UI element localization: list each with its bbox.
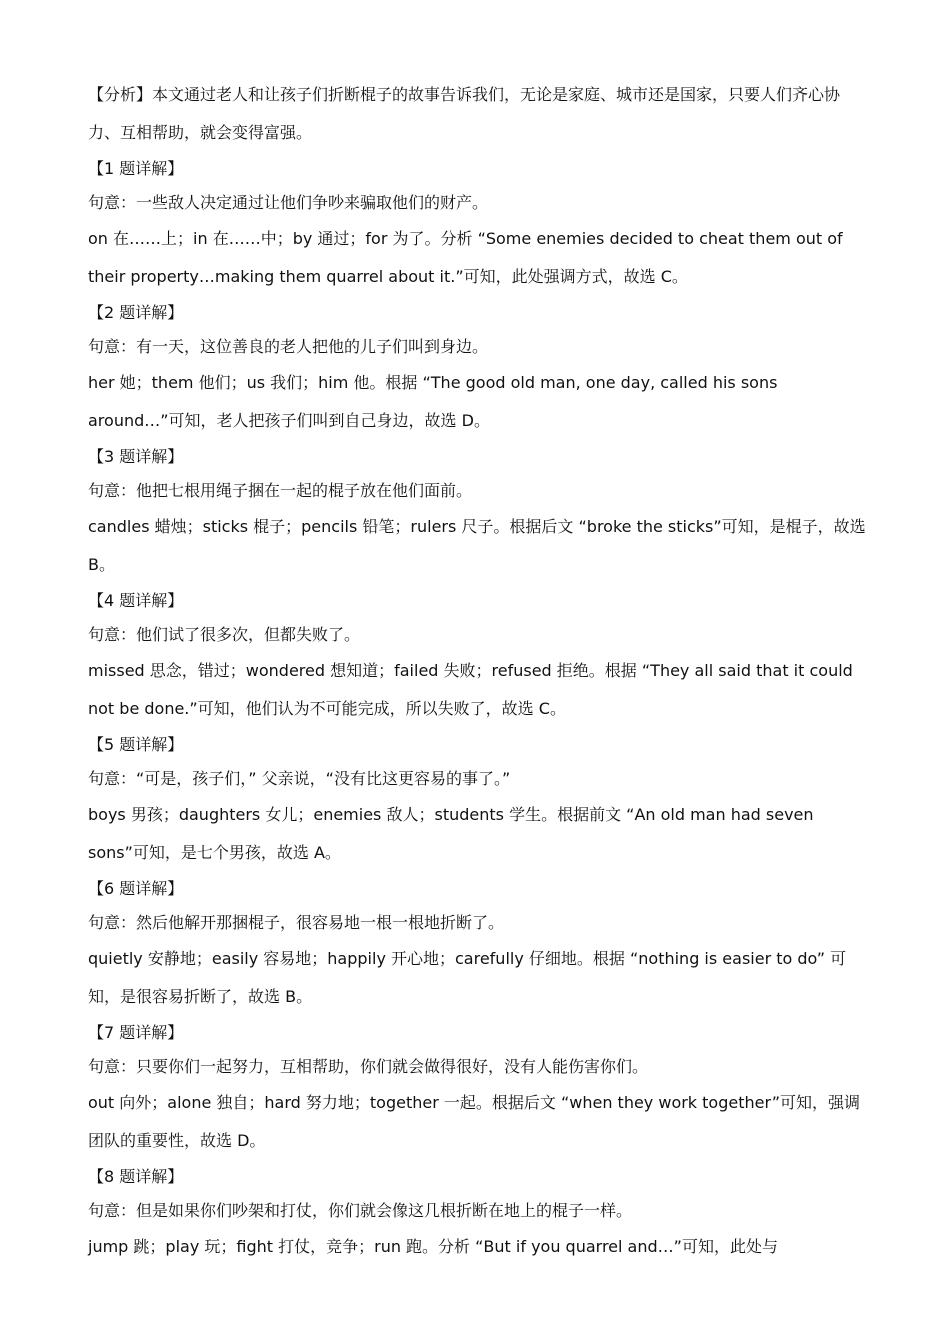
explanation-paragraph: missed 思念，错过；wondered 想知道；failed 失败；refused 拒绝。根据 “They all said that it could not be done.”可知，他们认为不可能完成，所以失败了，故选 C。 — [88, 661, 853, 718]
explanation-paragraph: candles 蜡烛；sticks 棍子；pencils 铅笔；rulers 尺子。根据后文 “broke the sticks”可知，是棍子，故选 B。 — [88, 517, 866, 574]
sentence-meaning: 句意：他们试了很多次，但都失败了。 — [88, 625, 361, 644]
question-heading: 【4 题详解】 — [88, 591, 184, 610]
sentence-meaning: 句意：有一天，这位善良的老人把他的儿子们叫到身边。 — [88, 337, 489, 356]
question-5-block — [88, 728, 866, 872]
question-heading: 【8 题详解】 — [88, 1167, 184, 1186]
question-6-block — [88, 872, 866, 1016]
question-3-block — [88, 440, 866, 584]
explanation-paragraph: out 向外；alone 独自；hard 努力地；together 一起。根据后文 “when they work together”可知，强调团队的重要性，故选 D。 — [88, 1093, 861, 1150]
explanation-paragraph: her 她；them 他们；us 我们；him 他。根据 “The good old man, one day, called his sons around…”可知，老人把孩子们叫到自己身边，故选 D。 — [88, 373, 778, 430]
explanation-paragraph: on 在……上；in 在……中；by 通过；for 为了。分析 “Some enemies decided to cheat them out of their property…making them quarrel about it.”可知，此处强调方式，故选 C。 — [88, 229, 843, 286]
explanation-paragraph: boys 男孩；daughters 女儿；enemies 敌人；students 学生。根据前文 “An old man had seven sons”可知，是七个男孩，故选 A。 — [88, 805, 814, 862]
sentence-meaning: 句意：但是如果你们吵架和打仗，你们就会像这几根折断在地上的棍子一样。 — [88, 1201, 633, 1220]
sentence-meaning: 句意：然后他解开那捆棍子，很容易地一根一根地折断了。 — [88, 913, 505, 932]
question-heading: 【2 题详解】 — [88, 303, 184, 322]
question-heading: 【1 题详解】 — [88, 159, 184, 178]
question-heading: 【5 题详解】 — [88, 735, 184, 754]
sentence-meaning: 句意：只要你们一起努力，互相帮助，你们就会做得很好，没有人能伤害你们。 — [88, 1057, 649, 1076]
sentence-meaning: 句意：他把七根用绳子捆在一起的棍子放在他们面前。 — [88, 481, 473, 500]
question-4-block — [88, 584, 866, 728]
sentence-meaning: 句意：一些敌人决定通过让他们争吵来骗取他们的财产。 — [88, 193, 489, 212]
question-1-block — [88, 152, 866, 296]
question-7-block — [88, 1016, 866, 1160]
question-heading: 【6 题详解】 — [88, 879, 184, 898]
question-heading: 【3 题详解】 — [88, 447, 184, 466]
document-page — [88, 76, 866, 1266]
explanation-paragraph: quietly 安静地；easily 容易地；happily 开心地；carefully 仔细地。根据 “nothing is easier to do” 可知，是很容易折断了，故选 B。 — [88, 949, 847, 1006]
sentence-meaning: 句意：“可是，孩子们，” 父亲说，“没有比这更容易的事了。” — [88, 769, 511, 788]
analysis-paragraph: 【分析】本文通过老人和让孩子们折断棍子的故事告诉我们，无论是家庭、城市还是国家，只要人们齐心协力、互相帮助，就会变得富强。 — [88, 85, 841, 142]
question-8-block — [88, 1160, 866, 1266]
explanation-paragraph: jump 跳；play 玩；fight 打仗，竞争；run 跑。分析 “But if you quarrel and…”可知，此处与 — [88, 1237, 778, 1256]
question-heading: 【7 题详解】 — [88, 1023, 184, 1042]
question-2-block — [88, 296, 866, 440]
